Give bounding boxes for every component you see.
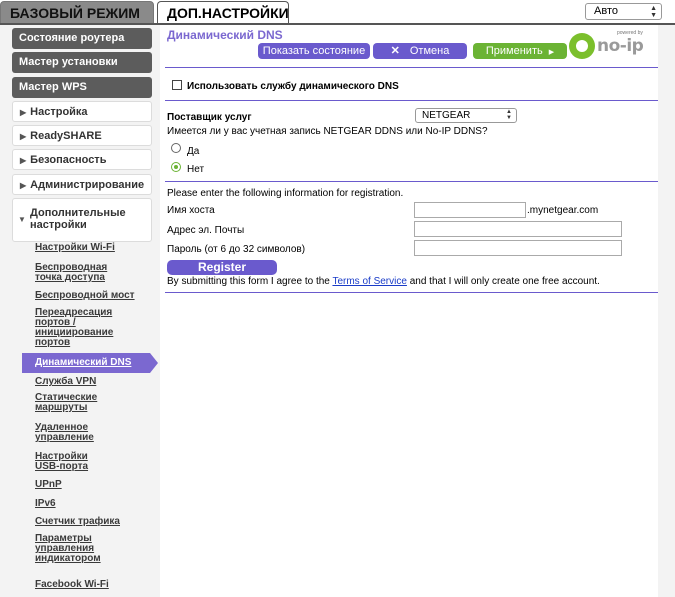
sidebar-item-setup[interactable] — [12, 101, 152, 122]
triangle-right-icon: ▶ — [20, 132, 27, 141]
sidebar-subitem-traffic-meter[interactable]: Счетчик трафика — [35, 516, 120, 527]
account-question: Имеется ли у вас учетная запись NETGEAR DDNS или No-IP DDNS? — [167, 126, 488, 137]
sidebar-subitem-led-control[interactable]: Параметры управления индикатором — [35, 533, 101, 564]
registration-info: Please enter the following information for registration. — [167, 188, 404, 199]
triangle-down-icon: ▼ — [18, 215, 26, 224]
triangle-right-icon: ▶ — [20, 181, 27, 190]
sidebar-item-label: Безопасность — [30, 154, 107, 166]
triangle-right-icon: ▶ — [20, 108, 27, 117]
terms-text — [167, 276, 600, 287]
radio-yes-label: Да — [187, 146, 200, 157]
sidebar — [0, 25, 160, 597]
top-tab-bar — [0, 0, 675, 24]
radio-no-label: Нет — [187, 164, 205, 175]
hostname-suffix: .mynetgear.com — [527, 205, 599, 216]
sidebar-item-label: Администрирование — [30, 179, 145, 191]
radio-yes[interactable] — [171, 143, 181, 153]
password-input[interactable] — [414, 240, 622, 256]
register-button[interactable]: Register — [167, 260, 277, 275]
main-content — [165, 25, 658, 597]
logo-powered-text: powered by — [617, 30, 643, 36]
section-divider — [165, 292, 658, 293]
sidebar-subitem-port-forwarding[interactable]: Переадресация портов / инициирование портов — [35, 307, 114, 348]
sidebar-item-security[interactable] — [12, 149, 152, 170]
sidebar-subitem-remote-mgmt[interactable]: Удаленное управление — [35, 422, 94, 443]
select-arrows-icon: ▲ ▼ — [506, 109, 512, 121]
sidebar-item-label: Настройка — [30, 106, 88, 118]
cancel-label: Отмена — [409, 45, 450, 57]
close-icon: ✕ — [390, 45, 400, 57]
sidebar-item-advanced-setup[interactable] — [12, 198, 152, 242]
provider-label: Поставщик услуг — [167, 112, 252, 123]
sidebar-subitem-dynamic-dns[interactable]: Динамический DNS — [22, 353, 150, 373]
sidebar-subitem-usb-settings[interactable]: Настройки USB-порта — [35, 451, 89, 472]
apply-button[interactable] — [473, 43, 567, 59]
sidebar-item-label: ReadySHARE — [30, 130, 102, 142]
triangle-right-icon: ▶ — [20, 156, 27, 165]
sidebar-subitem-vpn[interactable]: Служба VPN — [35, 376, 97, 387]
provider-select[interactable] — [415, 108, 517, 123]
sidebar-item-readyshare[interactable] — [12, 125, 152, 146]
hostname-label: Имя хоста — [167, 205, 215, 216]
apply-label: Применить — [485, 45, 543, 57]
email-label: Адрес эл. Почты — [167, 225, 245, 236]
right-gutter — [658, 25, 675, 597]
provider-select-value: NETGEAR — [422, 110, 471, 121]
use-dns-label: Использовать службу динамического DNS — [187, 81, 399, 92]
terms-prefix: By submitting this form I agree to the — [167, 276, 333, 287]
section-divider — [165, 181, 658, 182]
sidebar-subitem-static-routes[interactable]: Статические маршруты — [35, 392, 98, 413]
sidebar-subitem-ipv6[interactable]: IPv6 — [35, 498, 56, 509]
triangle-right-icon: ▶ — [548, 49, 555, 56]
radio-no[interactable] — [171, 162, 181, 172]
tab-advanced-settings[interactable]: ДОП.НАСТРОЙКИ — [157, 1, 289, 25]
language-select-value: Авто — [594, 5, 618, 17]
terms-suffix: and that I will only create one free account. — [406, 276, 600, 287]
sidebar-subitem-wifi-settings[interactable]: Настройки Wi-Fi — [35, 242, 115, 253]
sidebar-subitem-wireless-bridge[interactable]: Беспроводной мост — [35, 290, 135, 301]
sidebar-item-setup-wizard[interactable]: Мастер установки — [12, 52, 152, 73]
password-label: Пароль (от 6 до 32 символов) — [167, 244, 306, 255]
terms-of-service-link[interactable]: Terms of Service — [332, 276, 407, 287]
email-input[interactable] — [414, 221, 622, 237]
tab-basic-mode[interactable]: БАЗОВЫЙ РЕЖИМ — [0, 1, 154, 24]
sidebar-subitem-facebook-wifi[interactable]: Facebook Wi-Fi — [35, 579, 109, 590]
cancel-button[interactable] — [373, 43, 467, 59]
sidebar-item-wps-wizard[interactable]: Мастер WPS — [12, 77, 152, 98]
sidebar-subitem-upnp[interactable]: UPnP — [35, 479, 62, 490]
language-select[interactable] — [585, 3, 662, 20]
select-arrows-icon: ▲ ▼ — [650, 5, 657, 19]
sidebar-item-administration[interactable] — [12, 174, 152, 195]
sidebar-item-label: Дополнительные настройки — [30, 207, 126, 231]
logo-text: no-ip — [597, 36, 644, 56]
sidebar-item-router-status[interactable]: Состояние роутера — [12, 28, 152, 49]
active-pointer-icon — [150, 353, 158, 373]
hostname-input[interactable] — [414, 202, 526, 218]
sidebar-subitem-wireless-ap[interactable]: Беспроводная точка доступа — [35, 262, 108, 283]
show-status-button[interactable]: Показать состояние — [258, 43, 370, 59]
section-divider — [165, 100, 658, 101]
section-divider — [165, 67, 658, 68]
logo-circle-inner — [576, 40, 588, 52]
use-dns-checkbox[interactable] — [172, 80, 182, 90]
noip-logo — [569, 29, 647, 63]
page-title: Динамический DNS — [167, 28, 283, 42]
